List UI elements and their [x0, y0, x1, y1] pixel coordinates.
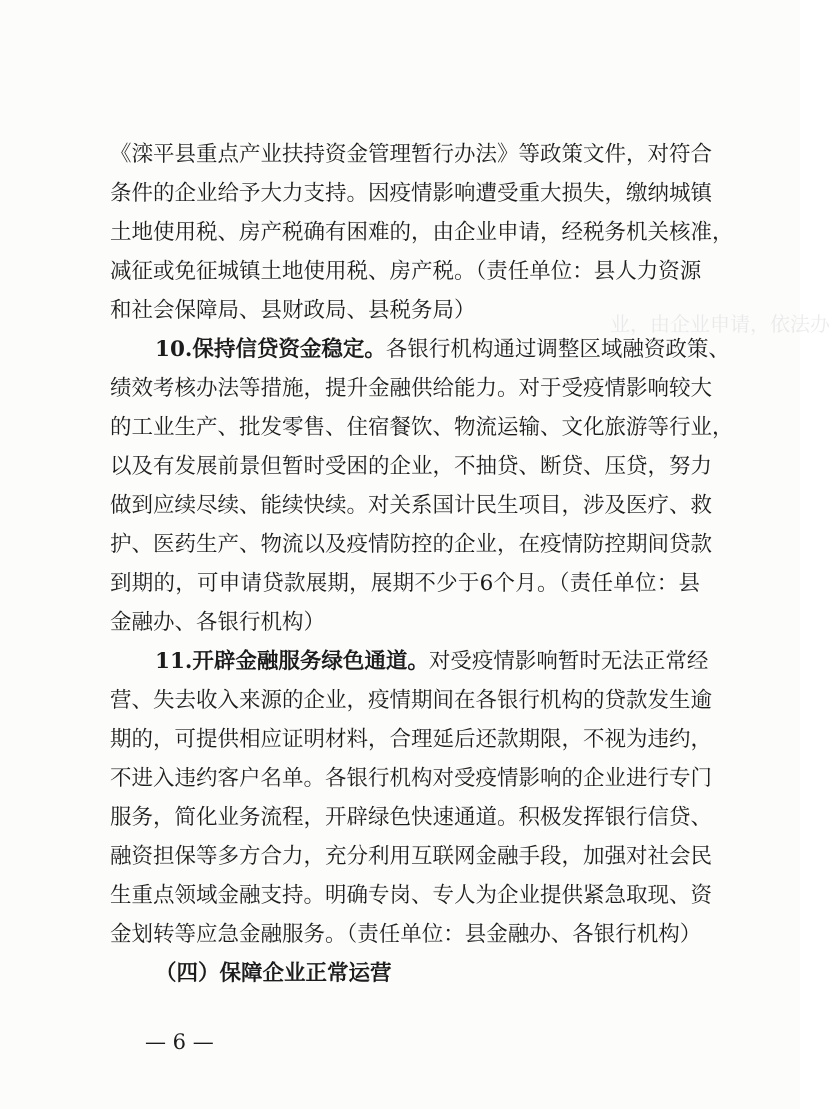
paragraph-line: 以及有发展前景但暂时受困的企业，不抽贷、断贷、压贷，努力 — [110, 454, 713, 479]
paragraph-line: 生重点领域金融支持。明确专岗、专人为企业提供紧急取现、资 — [110, 883, 713, 908]
paragraph-line: 减征或免征城镇土地使用税、房产税。（责任单位：县人力资源 — [110, 259, 702, 284]
paragraph-line: 《滦平县重点产业扶持资金管理暂行办法》等政策文件，对符合 — [110, 142, 713, 167]
page-number: — 6 — — [145, 1030, 214, 1054]
paragraph-line: 不进入违约客户名单。各银行机构对受疫情影响的企业进行专门 — [110, 766, 713, 791]
paragraph-line: 金划转等应急金融服务。（责任单位：县金融办、各银行机构） — [110, 922, 702, 947]
paragraph-line: 绩效考核办法等措施，提升金融供给能力。对于受疫情影响较大 — [110, 376, 713, 401]
item-11-title: 11.开辟金融服务绿色通道。 — [155, 649, 429, 674]
item-11-first-line — [155, 647, 709, 677]
paragraph-line: 做到应续尽续、能续快续。对关系国计民生项目，涉及医疗、救 — [110, 493, 713, 518]
item-10-first-line — [155, 335, 730, 365]
paragraph-line: 和社会保障局、县财政局、县税务局） — [110, 298, 476, 323]
paragraph-line: 土地使用税、房产税确有困难的，由企业申请，经税务机关核准， — [110, 220, 734, 245]
item-11-text: 对受疫情影响暂时无法正常经 — [428, 649, 709, 674]
paragraph-line: 的工业生产、批发零售、住宿餐饮、物流运输、文化旅游等行业， — [110, 415, 734, 440]
item-10-text: 各银行机构通过调整区域融资政策、 — [385, 337, 730, 362]
paragraph-line: 融资担保等多方合力，充分利用互联网金融手段，加强对社会民 — [110, 844, 713, 869]
paragraph-line: 护、医药生产、物流以及疫情防控的企业，在疫情防控期间贷款 — [110, 532, 713, 557]
paragraph-line: 期的，可提供相应证明材料，合理延后还款期限，不视为违约， — [110, 727, 713, 752]
bleed-through-text: 业，由企业申请，依法办 — [610, 312, 830, 336]
paragraph-line: 服务，简化业务流程，开辟绿色快速通道。积极发挥银行信贷、 — [110, 805, 713, 830]
paragraph-line: 金融办、各银行机构） — [110, 610, 326, 635]
section-heading: （四）保障企业正常运营 — [155, 961, 392, 986]
paragraph-line: 到期的，可申请贷款展期，展期不少于6个月。（责任单位：县 — [110, 571, 700, 596]
item-10-title: 10.保持信贷资金稳定。 — [155, 337, 386, 362]
paragraph-line: 条件的企业给予大力支持。因疫情影响遭受重大损失，缴纳城镇 — [110, 181, 713, 206]
paragraph-line: 营、失去收入来源的企业，疫情期间在各银行机构的贷款发生逾 — [110, 688, 713, 713]
